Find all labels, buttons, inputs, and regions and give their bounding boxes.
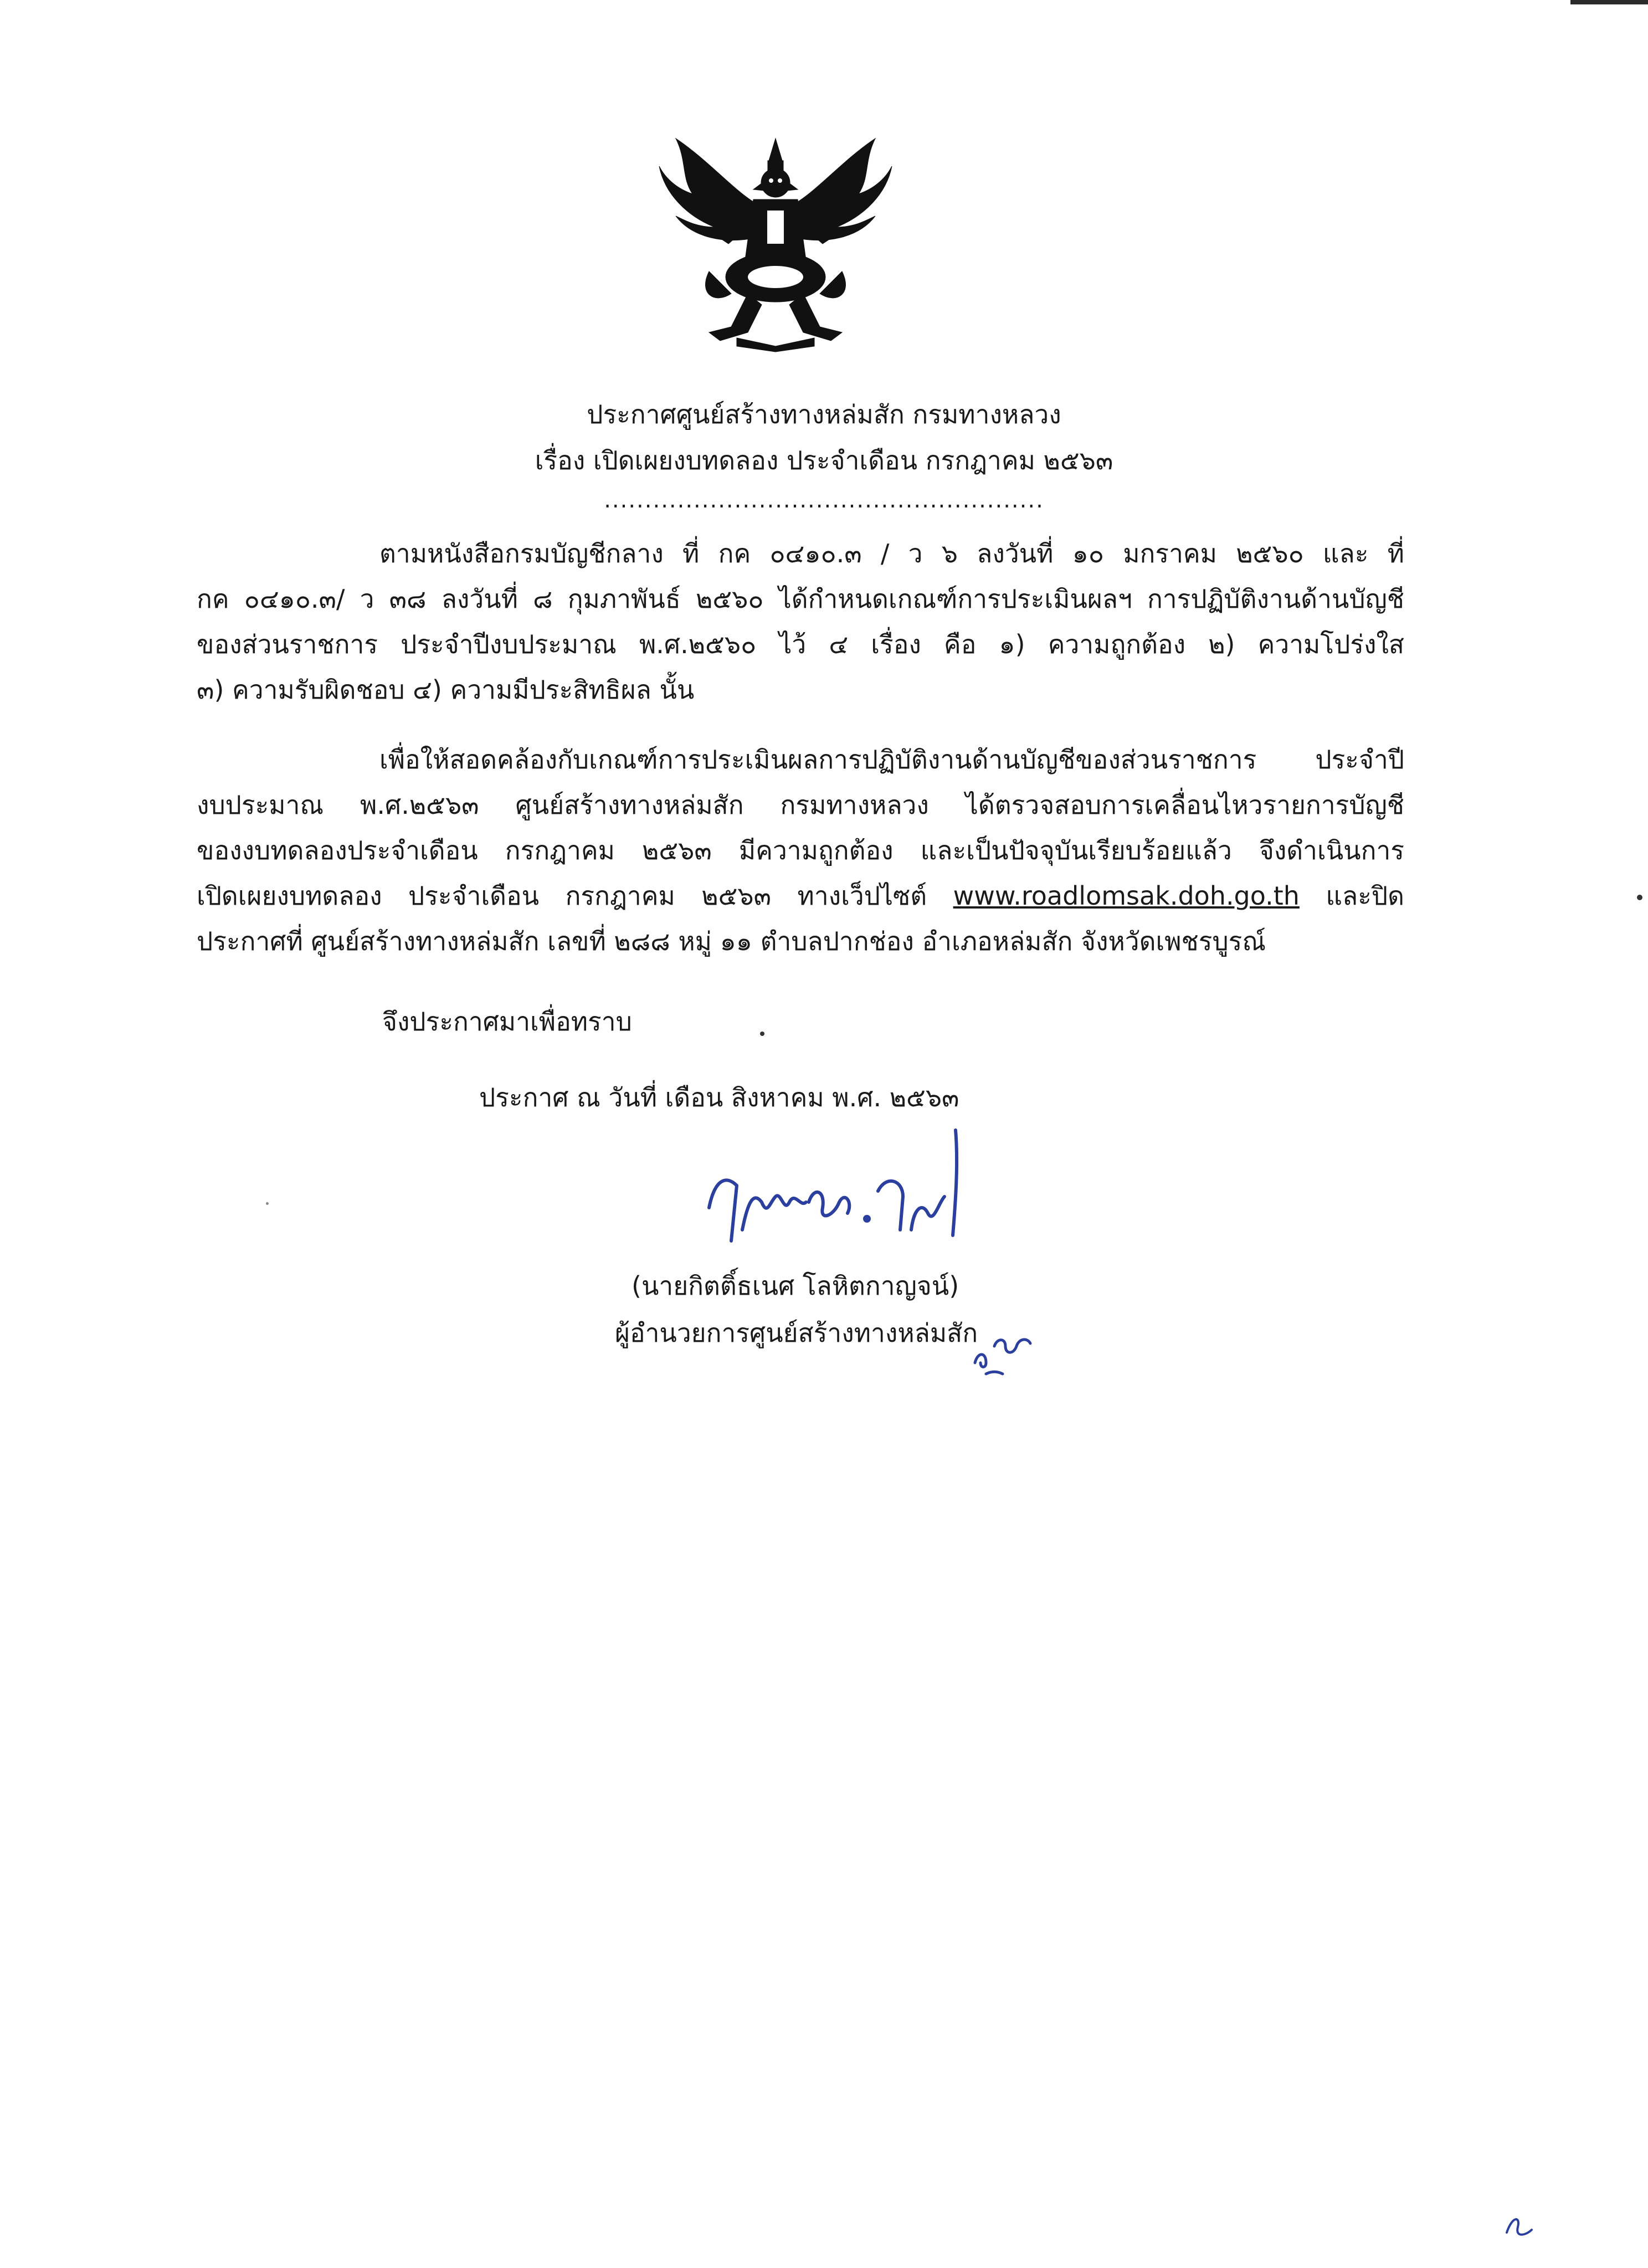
handwritten-signature (692, 1119, 980, 1252)
paragraph-line: ของงบทดลองประจำเดือน กรกฎาคม ๒๕๖๓ มีความถูกต้อง และเป็นปัจจุบันเรียบร้อยแล้ว จึงดำเนินการ (197, 835, 1404, 865)
scan-speck (760, 1032, 764, 1036)
paragraph-disclosure (197, 737, 1404, 964)
paragraph-line: เพื่อให้สอดคล้องกับเกณฑ์การประเมินผลการปฏิบัติงานด้านบัญชีของส่วนราชการ ประจำปี (379, 745, 1404, 774)
paragraph-line: ประกาศที่ ศูนย์สร้างทางหล่มสัก เลขที่ ๒๘๘ หมู่ ๑๑ ตำบลปากช่อง อำเภอหล่มสัก จังหวัดเพชรบูรณ์ (197, 926, 1266, 956)
paragraph-line: กค ๐๔๑๐.๓/ ว ๓๘ ลงวันที่ ๘ กุมภาพันธ์ ๒๕๖๐ ได้กำหนดเกณฑ์การประเมินผลฯ การปฏิบัติงานด้านบัญชี (197, 584, 1404, 614)
announcement-subject: เรื่อง เปิดเผยงบทดลอง ประจำเดือน กรกฎาคม ๒๕๖๓ (535, 445, 1113, 475)
dotted-divider: ...................................................... (604, 488, 1044, 513)
paragraph-line (197, 873, 1404, 919)
announcement-title: ประกาศศูนย์สร้างทางหล่มสัก กรมทางหลวง (587, 399, 1061, 429)
scan-edge-mark (1570, 0, 1648, 4)
paragraph-text: เปิดเผยงบทดลอง ประจำเดือน กรกฎาคม ๒๕๖๓ ทางเว็ปไซต์ (197, 881, 927, 911)
scan-speck (266, 1202, 269, 1205)
website-link[interactable]: www.roadlomsak.doh.go.th (953, 881, 1300, 911)
paragraph-line: งบประมาณ พ.ศ.๒๕๖๓ ศูนย์สร้างทางหล่มสัก กรมทางหลวง ได้ตรวจสอบการเคลื่อนไหวรายการบัญชี (197, 790, 1404, 820)
signatory-name: (นายกิตติ์ธเนศ โลหิตกาญจน์) (632, 1271, 959, 1301)
scan-speck (1637, 895, 1642, 900)
handwritten-initials (964, 1313, 1047, 1379)
paragraph-line: ๓) ความรับผิดชอบ ๔) ความมีประสิทธิผล นั้น (197, 675, 695, 705)
paragraph-line: ตามหนังสือกรมบัญชีกลาง ที่ กค ๐๔๑๐.๓ / ว ๖ ลงวันที่ ๑๐ มกราคม ๒๕๖๐ และ ที่ (379, 538, 1404, 568)
paragraph-criteria (197, 531, 1404, 712)
handwritten-page-mark (1496, 2205, 1540, 2244)
closing-statement: จึงประกาศมาเพื่อทราบ (382, 1007, 632, 1036)
paragraph-text: และปิด (1326, 881, 1405, 911)
announcement-date: ประกาศ ณ วันที่ เดือน สิงหาคม พ.ศ. ๒๕๖๓ (479, 1082, 959, 1112)
garuda-emblem-icon (654, 127, 897, 355)
signatory-position: ผู้อำนวยการศูนย์สร้างทางหล่มสัก (615, 1318, 978, 1348)
paragraph-line: ของส่วนราชการ ประจำปีงบประมาณ พ.ศ.๒๕๖๐ ไว้ ๔ เรื่อง คือ ๑) ความถูกต้อง ๒) ความโปร่งใส (197, 629, 1404, 659)
